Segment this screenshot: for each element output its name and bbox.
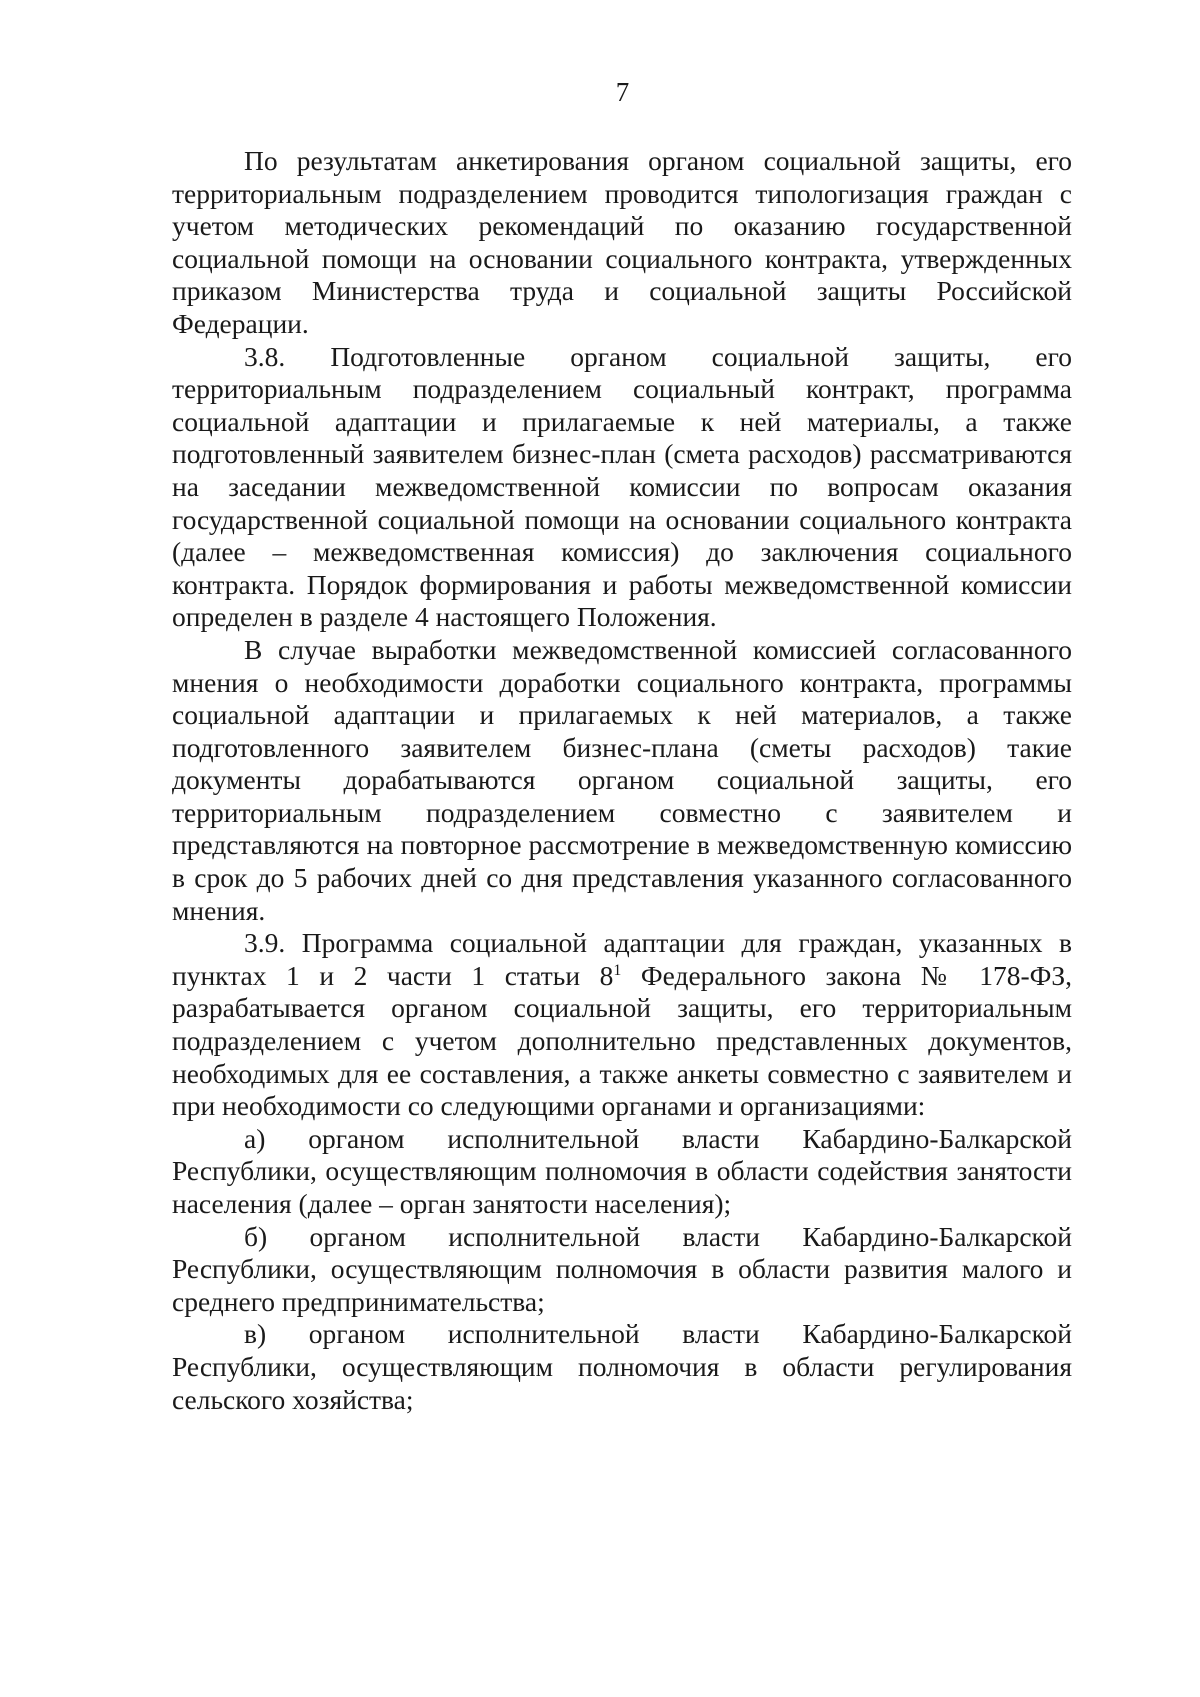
list-item-a: а) органом исполнительной власти Кабардино-Балкарской Республики, осуществляющим полномочия в области содействия занятости населения (далее – орган занятости населения); <box>172 1122 1072 1219</box>
page-number: 7 <box>615 77 630 107</box>
paragraph-revision: В случае выработки межведомственной комиссией согласованного мнения о необходимости доработки социального контракта, программы социальной адаптации и прилагаемых к ней материалов, а также подготовленного заявителем бизнес-плана (сметы расходов) такие документы дорабатываются органом социальной защиты, его территориальным подразделением совместно с заявителем и представляются на повторное рассмотрение в межведомственную комиссию в срок до 5 рабочих дней со дня представления указанного согласованного мнения. <box>172 633 1072 926</box>
list-item-c: в) органом исполнительной власти Кабардино-Балкарской Республики, осуществляющим полномочия в области регулирования сельского хозяйства; <box>172 1318 1072 1415</box>
paragraph-3-8: 3.8. Подготовленные органом социальной защиты, его территориальным подразделением социальный контракт, программа социальной адаптации и прилагаемые к ней материалы, а также подготовленный заявителем бизнес-план (смета расходов) рассматриваются на заседании межведомственной комиссии по вопросам оказания государственной социальной помощи на основании социального контракта (далее – межведомственная комиссия) до заключения социального контракта. Порядок формирования и работы межведомственной комиссии определен в разделе 4 настоящего Положения. <box>172 340 1072 633</box>
paragraph-3-9-text-end: Федерального закона № 178-ФЗ, разрабатывается органом социальной защиты, его территориальным подразделением с учетом дополнительно представленных документов, необходимых для ее составления, а также анкеты совместно с заявителем и при необходимости со следующими органами и организациями: <box>172 959 1072 1122</box>
paragraph-3-9-text-start: 3.9. Программа социальной адаптации для граждан, указанных в пунктах 1 и 2 части 1 статьи 8 <box>172 927 1072 991</box>
document-body <box>172 145 1072 1416</box>
paragraph-3-9 <box>172 927 1072 1123</box>
list-item-b: б) органом исполнительной власти Кабардино-Балкарской Республики, осуществляющим полномочия в области развития малого и среднего предпринимательства; <box>172 1220 1072 1317</box>
article-superscript: 1 <box>613 961 622 979</box>
paragraph-typologization: По результатам анкетирования органом социальной защиты, его территориальным подразделением проводится типологизация граждан с учетом методических рекомендаций по оказанию государственной социальной помощи на основании социального контракта, утвержденных приказом Министерства труда и социальной защиты Российской Федерации. <box>172 145 1072 339</box>
